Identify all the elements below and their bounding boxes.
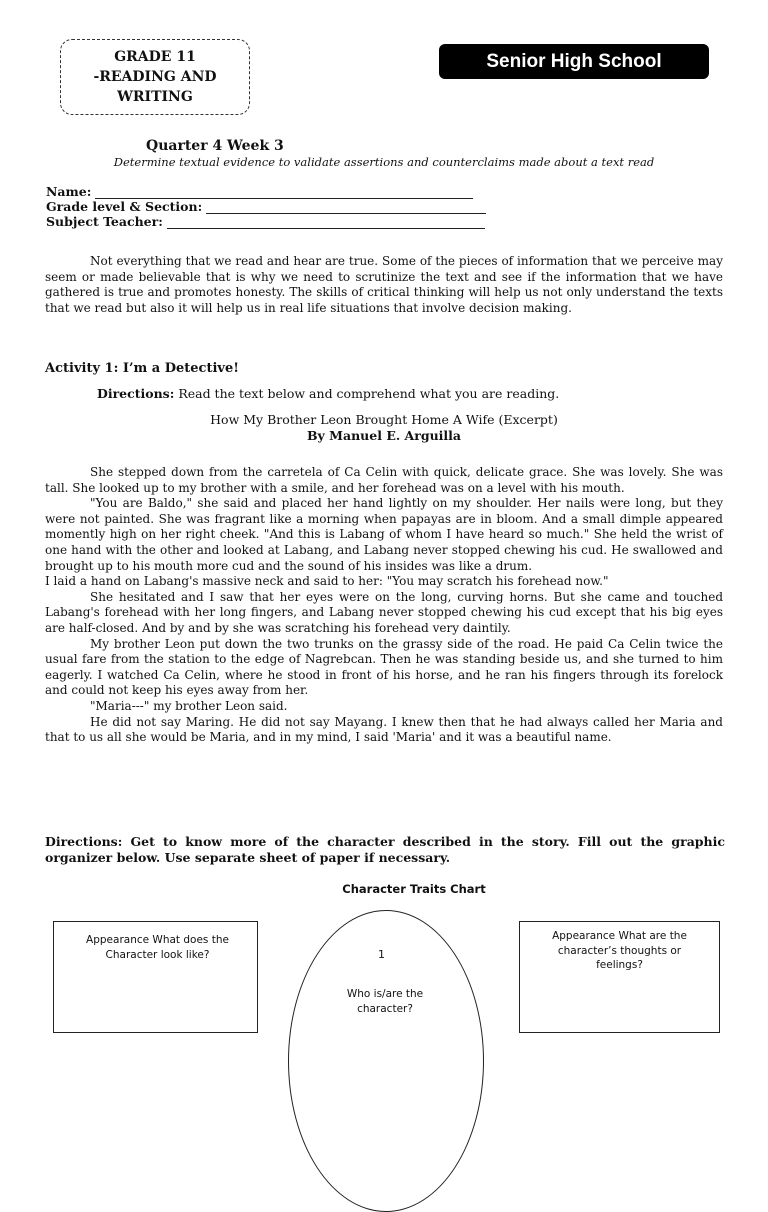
activity-title: Activity 1: I’m a Detective! [45, 361, 239, 376]
story-paragraph: My brother Leon put down the two trunks on the grassy side of the road. He paid Ca Celin twice the usual fare from the station to the edge of Nagrebcan. Then he was standing beside us, and she turned to him eagerly. I watched Ca Celin, where he stood in front of his horse, and he ran his fingers through its forelock and could not keep his eyes away from her. [45, 636, 723, 698]
thoughts-question: What are the character’s thoughts or feelings? [557, 930, 687, 971]
thoughts-prompt [520, 922, 719, 973]
story-excerpt [45, 465, 723, 746]
quarter-week-heading: Quarter 4 Week 3 [146, 138, 284, 154]
intro-paragraph: Not everything that we read and hear are true. Some of the pieces of information that we perceive may seem or made believable that is why we need to scrutinize the text and see if the information that we have gathered is true and promotes honesty. The skills of critical thinking will help us not only understand the texts that we read but also it will help us in real life situations that involve decision making. [45, 254, 723, 315]
senior-high-school-badge: Senior High School [439, 44, 709, 79]
circle-number: 1 [378, 948, 385, 961]
subject-line: WRITING [117, 89, 193, 105]
grade-section-label: Grade level & Section: [46, 199, 203, 214]
subject-teacher-label: Subject Teacher: [46, 214, 163, 229]
story-paragraph: "Maria---" my brother Leon said. [90, 698, 288, 713]
appearance-prompt [54, 922, 257, 962]
directions-label: Directions: [97, 386, 175, 401]
subject-teacher-blank-line[interactable] [167, 216, 485, 229]
name-field[interactable] [46, 184, 473, 199]
story-paragraph: He did not say Maring. He did not say Mayang. I knew then that he had always called her Maria and that to us all she would be Maria, and in my mind, I said 'Maria' and it was a beautiful name. [45, 714, 723, 745]
appearance-question: What does the Character look like? [105, 934, 229, 961]
directions-text: Read the text below and comprehend what you are reading. [174, 386, 560, 401]
name-label: Name: [46, 184, 92, 199]
circle-question: Who is/are the character? [346, 988, 424, 1015]
grade-section-field[interactable] [46, 199, 486, 214]
subject-line: -READING AND [93, 69, 217, 85]
appearance-box-left[interactable] [53, 921, 258, 1033]
story-paragraph: I laid a hand on Labang's massive neck and said to her: "You may scratch his forehead now." [45, 574, 609, 589]
directions-text: Get to know more of the character described in the story. Fill out the graphic organizer below. Use separate sheet of paper if necessary. [45, 834, 725, 865]
directions-label: Directions: [45, 834, 123, 849]
subject-teacher-field[interactable] [46, 214, 485, 229]
organizer-directions [45, 834, 725, 865]
story-paragraph: "You are Baldo," she said and placed her hand lightly on my shoulder. Her nails were long, but they were not painted. She was fragrant like a morning when papayas are in bloom. And a small dimple appeared momently high on her right cheek. "And this is Labang of whom I have heard so much." She held the wrist of one hand with the other and looked at Labang, and Labang never stopped chewing his cud. He swallowed and brought up to his mouth more cud and the sound of his insides was like a drum. [45, 496, 723, 573]
activity-directions [97, 386, 559, 401]
thoughts-feelings-box-right[interactable] [519, 921, 720, 1033]
grade-subject-box [60, 39, 250, 115]
grade-section-blank-line[interactable] [206, 201, 486, 214]
story-author: By Manuel E. Arguilla [306, 428, 462, 443]
appearance-label: Appearance [552, 930, 616, 942]
learning-objective: Determine textual evidence to validate assertions and counterclaims made about a text read [113, 155, 655, 169]
character-center-circle[interactable] [288, 910, 484, 1212]
character-traits-chart-title: Character Traits Chart [342, 882, 486, 896]
story-paragraph: She stepped down from the carretela of Ca Celin with quick, delicate grace. She was lovely. She was tall. She looked up to my brother with a smile, and her forehead was on a level with his mouth. [45, 465, 723, 495]
name-blank-line[interactable] [95, 186, 473, 199]
story-paragraph: She hesitated and I saw that her eyes were on the long, curving horns. But she came and touched Labang's forehead with her long fingers, and Labang never stopped chewing his cud except that his big eyes are half-closed. And by and by she was scratching his forehead very daintily. [45, 589, 723, 635]
appearance-label: Appearance [86, 934, 150, 946]
grade-line: GRADE 11 [114, 49, 196, 65]
story-title: How My Brother Leon Brought Home A Wife (Excerpt) [210, 412, 558, 427]
